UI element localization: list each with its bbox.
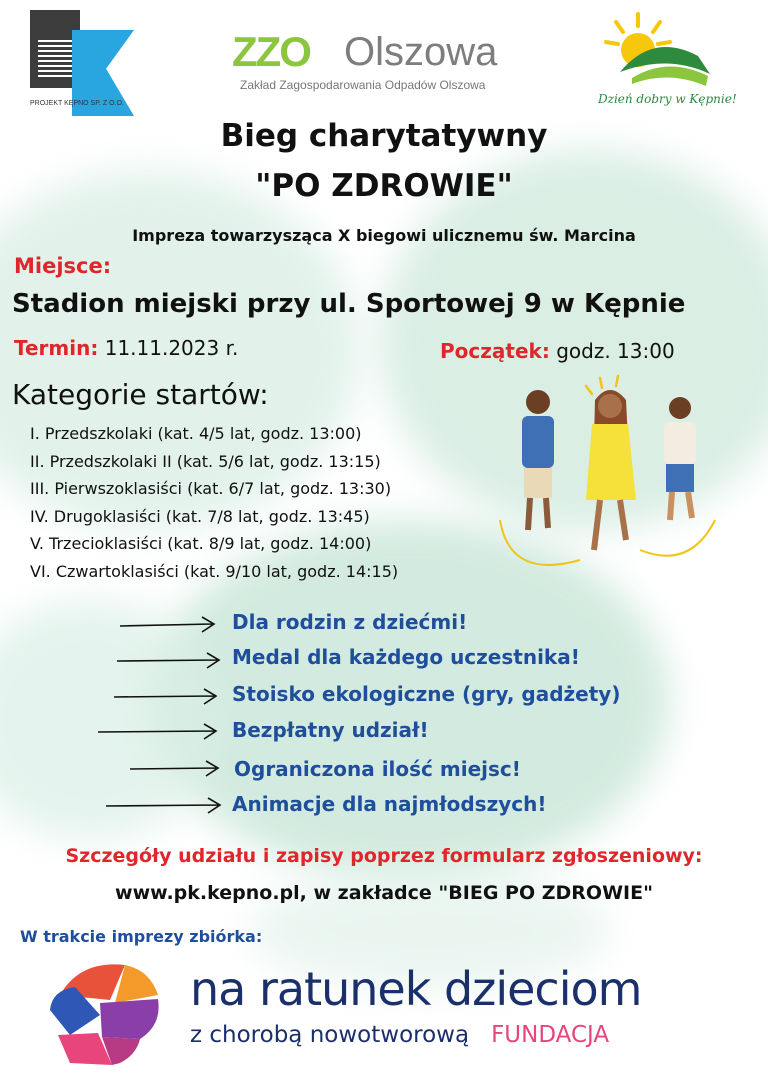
running-children-illustration — [490, 370, 730, 600]
pk-logo — [30, 10, 140, 108]
perk-row — [0, 718, 768, 748]
perk-row — [0, 610, 768, 640]
foundation-tag: FUNDACJA — [491, 1022, 610, 1048]
perk-text: Stoisko ekologiczne (gry, gadżety) — [232, 682, 621, 706]
zzo-olszowa-logo — [232, 28, 532, 98]
date-value: 11.11.2023 r. — [104, 336, 239, 360]
registration-details: Szczegóły udziału i zapisy poprzez formularz zgłoszeniowy: — [65, 845, 703, 867]
category-item: V. Trzecioklasiści (kat. 8/9 lat, godz. 14:00) — [30, 534, 372, 553]
zzo-logo-mark: ZZO — [232, 28, 310, 75]
categories-heading: Kategorie startów: — [12, 378, 269, 411]
fundraiser-label: W trakcie imprezy zbiórka: — [20, 927, 263, 946]
event-title: Bieg charytatywny — [220, 118, 548, 154]
category-item: IV. Drugoklasiści (kat. 7/8 lat, godz. 13:45) — [30, 506, 370, 526]
perk-text: Medal dla każdego uczestnika! — [232, 645, 580, 669]
arrow-right-icon — [96, 718, 220, 748]
perk-row — [0, 792, 768, 822]
categories-list — [30, 424, 398, 589]
perk-row — [0, 645, 768, 675]
category-item: III. Pierwszoklasiści (kat. 6/7 lat, godz. 13:30) — [30, 479, 392, 498]
date-row — [14, 336, 238, 360]
event-title-name: "PO ZDROWIE" — [255, 168, 513, 204]
foundation-head-logo — [40, 955, 170, 1070]
perk-text: Dla rodzin z dziećmi! — [232, 610, 468, 634]
start-value: godz. 13:00 — [556, 339, 675, 363]
perk-row — [0, 757, 768, 787]
pk-logo-caption: PROJEKT KĘPNO SP. Z O.O. — [30, 100, 124, 107]
arrow-right-icon — [104, 792, 224, 822]
perk-text: Bezpłatny udział! — [232, 718, 429, 742]
foundation-name: na ratunek dzieciom — [190, 962, 642, 1016]
arrow-right-icon — [115, 645, 223, 675]
zzo-logo-name: Olszowa — [344, 30, 498, 74]
category-item: II. Przedszkolaki II (kat. 5/6 lat, godz. 13:15) — [30, 451, 381, 471]
sun-hills-icon — [598, 12, 718, 92]
zzo-logo-subtitle: Zakład Zagospodarowania Odpadów Olszowa — [240, 78, 486, 92]
event-subtitle: Impreza towarzysząca X biegowi ulicznemu św. Marcina — [132, 226, 636, 245]
kepno-slogan: Dzień dobry w Kępnie! — [598, 92, 737, 106]
start-label: Początek: — [440, 339, 550, 363]
arrow-right-icon — [128, 757, 222, 787]
foundation-subtitle: z chorobą nowotworową — [190, 1022, 470, 1048]
arrow-right-icon — [112, 682, 220, 712]
date-label: Termin: — [14, 336, 99, 360]
start-row — [440, 339, 675, 363]
place-label: Miejsce: — [14, 254, 112, 278]
perk-text: Ograniczona ilość miejsc! — [234, 757, 521, 781]
kepno-logo — [598, 12, 737, 120]
foundation-subtitle-row — [190, 1022, 609, 1048]
category-item: VI. Czwartoklasiści (kat. 9/10 lat, godz. 14:15) — [30, 561, 399, 581]
perk-row — [0, 682, 768, 712]
arrow-right-icon — [118, 610, 218, 640]
registration-website: www.pk.kepno.pl, w zakładce "BIEG PO ZDROWIE" — [115, 882, 653, 904]
place-value: Stadion miejski przy ul. Sportowej 9 w Kępnie — [12, 289, 686, 319]
category-item: I. Przedszkolaki (kat. 4/5 lat, godz. 13:00) — [30, 424, 362, 443]
perk-text: Animacje dla najmłodszych! — [232, 792, 547, 816]
